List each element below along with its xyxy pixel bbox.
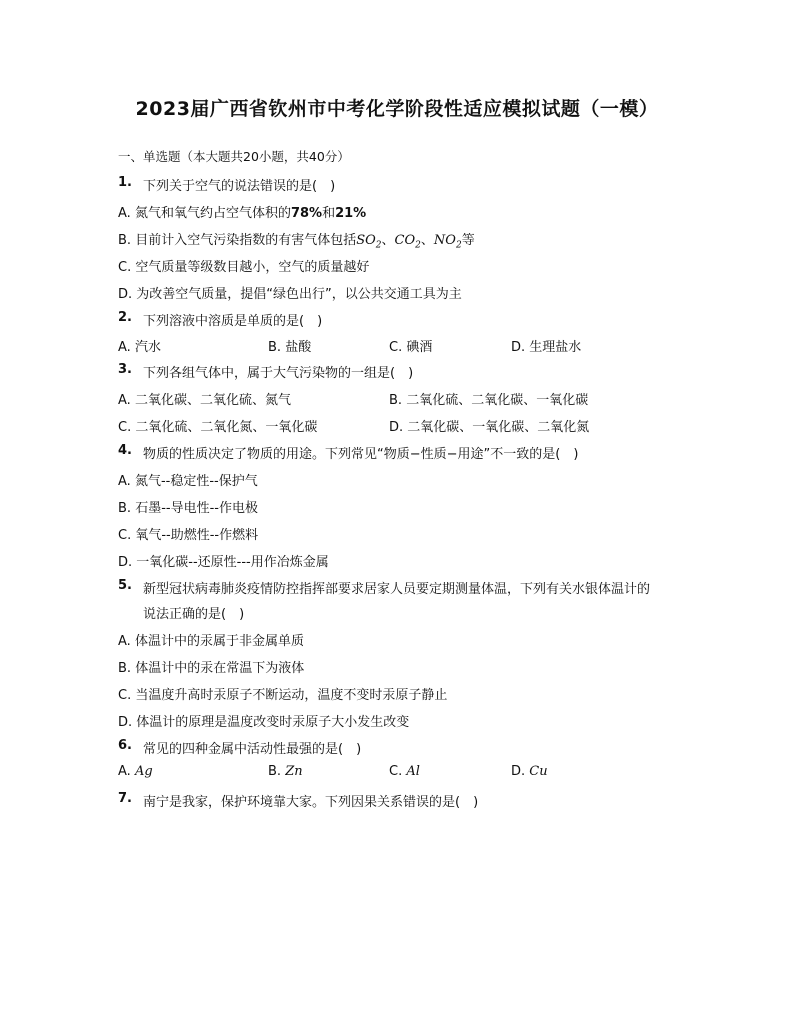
- section-heading: 一、单选题（本大题共20小题，共40分）: [118, 149, 350, 164]
- option-text: 汽水: [134, 340, 161, 355]
- option-a: [118, 389, 291, 408]
- option-letter: C.: [118, 420, 132, 435]
- option-text: 氮气--稳定性--保护气: [134, 474, 258, 489]
- option-letter: C.: [389, 340, 403, 355]
- option-b: [268, 764, 303, 779]
- option-letter: A.: [118, 206, 131, 221]
- option-b: [268, 336, 311, 355]
- option-text: 体温计中的汞在常温下为液体: [135, 661, 305, 676]
- option-text: 氮气和氧气约占空气体积的: [134, 206, 291, 221]
- option-letter: C.: [389, 764, 403, 779]
- option-c: [118, 256, 369, 275]
- formula-symbol: CO: [394, 233, 416, 248]
- option-text: 体温计中的汞属于非金属单质: [134, 634, 304, 649]
- formula: [356, 233, 382, 251]
- option-letter: B.: [118, 661, 132, 676]
- option-letter: B.: [118, 233, 132, 248]
- question-number: 4.: [118, 443, 132, 458]
- option-letter: A.: [118, 393, 131, 408]
- formula-subscript: 2: [375, 240, 382, 251]
- option-letter: A.: [118, 474, 131, 489]
- formula: [433, 233, 462, 251]
- question-text-continued: 说法正确的是( ): [143, 607, 245, 622]
- option-text: 碘酒: [406, 340, 433, 355]
- formula-symbol: SO: [356, 233, 376, 248]
- option-text: 和: [322, 206, 336, 221]
- question-number: 3.: [118, 362, 132, 377]
- option-text: 等: [461, 233, 475, 248]
- option-b: [118, 229, 475, 251]
- option-text: 二氧化硫、二氧化碳、一氧化碳: [406, 393, 589, 408]
- option-text: 当温度升高时汞原子不断运动，温度不变时汞原子静止: [135, 688, 448, 703]
- element-symbol: Zn: [285, 764, 303, 779]
- option-text: 二氧化碳、二氧化硫、氮气: [134, 393, 291, 408]
- question-text: 新型冠状病毒肺炎疫情防控指挥部要求居家人员要定期测量体温，下列有关水银体温计的: [143, 582, 651, 597]
- page-title: 2023届广西省钦州市中考化学阶段性适应模拟试题（一模）: [135, 98, 659, 120]
- option-text: 空气质量等级数目越小，空气的质量越好: [135, 260, 370, 275]
- question-number: 1.: [118, 175, 132, 190]
- option-value: 21%: [335, 206, 367, 221]
- option-d: [511, 764, 548, 779]
- option-a: [118, 202, 366, 221]
- question-text: 物质的性质决定了物质的用途。下列常见“物质−性质−用途”不一致的是( ): [143, 447, 579, 462]
- option-letter: A.: [118, 634, 131, 649]
- option-text: 为改善空气质量，提倡“绿色出行”，以公共交通工具为主: [136, 287, 462, 302]
- option-letter: B.: [268, 764, 282, 779]
- option-c: [118, 684, 447, 703]
- option-letter: D.: [118, 555, 133, 570]
- option-text: 二氧化碳、一氧化碳、二氧化氮: [407, 420, 590, 435]
- question-text: 南宁是我家，保护环境靠大家。下列因果关系错误的是( ): [143, 795, 479, 810]
- formula: [394, 233, 421, 251]
- question-number: 7.: [118, 791, 132, 806]
- option-text: 盐酸: [285, 340, 312, 355]
- option-d: [118, 283, 462, 302]
- option-a: [118, 336, 161, 355]
- option-d: [118, 711, 409, 730]
- option-b: [118, 657, 304, 676]
- question-text: 下列关于空气的说法错误的是( ): [143, 179, 336, 194]
- option-d: [389, 416, 589, 435]
- option-letter: C.: [118, 528, 132, 543]
- option-letter: A.: [118, 764, 131, 779]
- option-letter: B.: [118, 501, 132, 516]
- option-a: [118, 470, 258, 489]
- question-number: 5.: [118, 578, 132, 593]
- formula-symbol: NO: [433, 233, 456, 248]
- formula-subscript: 2: [455, 240, 462, 251]
- option-text: 石墨--导电性--作电极: [135, 501, 258, 516]
- option-a: [118, 630, 304, 649]
- element-symbol: Al: [406, 764, 420, 779]
- option-b: [389, 389, 588, 408]
- question-number: 2.: [118, 310, 132, 325]
- option-letter: D.: [511, 340, 526, 355]
- option-a: [118, 764, 153, 779]
- question-number: 6.: [118, 738, 132, 753]
- question-text: 下列溶液中溶质是单质的是( ): [143, 314, 323, 329]
- option-d: [511, 336, 581, 355]
- formula-subscript: 2: [415, 240, 421, 251]
- question-text: 常见的四种金属中活动性最强的是( ): [143, 742, 362, 757]
- option-text: 一氧化碳--还原性---用作冶炼金属: [136, 555, 329, 570]
- option-text: 氧气--助燃性--作燃料: [135, 528, 259, 543]
- option-value: 78%: [290, 206, 323, 221]
- option-c: [389, 336, 432, 355]
- option-text: 生理盐水: [529, 340, 582, 355]
- option-letter: C.: [118, 688, 132, 703]
- option-c: [118, 416, 317, 435]
- option-c: [389, 764, 420, 779]
- option-c: [118, 524, 258, 543]
- option-d: [118, 551, 329, 570]
- option-letter: D.: [118, 715, 133, 730]
- option-text: 目前计入空气污染指数的有害气体包括: [135, 233, 357, 248]
- option-letter: C.: [118, 260, 132, 275]
- option-text: 二氧化硫、二氧化氮、一氧化碳: [135, 420, 318, 435]
- separator: 、: [381, 233, 395, 248]
- option-letter: A.: [118, 340, 131, 355]
- element-symbol: Ag: [134, 764, 153, 779]
- separator: 、: [420, 233, 434, 248]
- option-b: [118, 497, 258, 516]
- element-symbol: Cu: [529, 764, 548, 779]
- option-letter: D.: [118, 287, 133, 302]
- option-letter: D.: [389, 420, 404, 435]
- option-text: 体温计的原理是温度改变时汞原子大小发生改变: [136, 715, 410, 730]
- question-text: 下列各组气体中，属于大气污染物的一组是( ): [143, 366, 414, 381]
- option-letter: B.: [268, 340, 282, 355]
- option-letter: B.: [389, 393, 403, 408]
- option-letter: D.: [511, 764, 526, 779]
